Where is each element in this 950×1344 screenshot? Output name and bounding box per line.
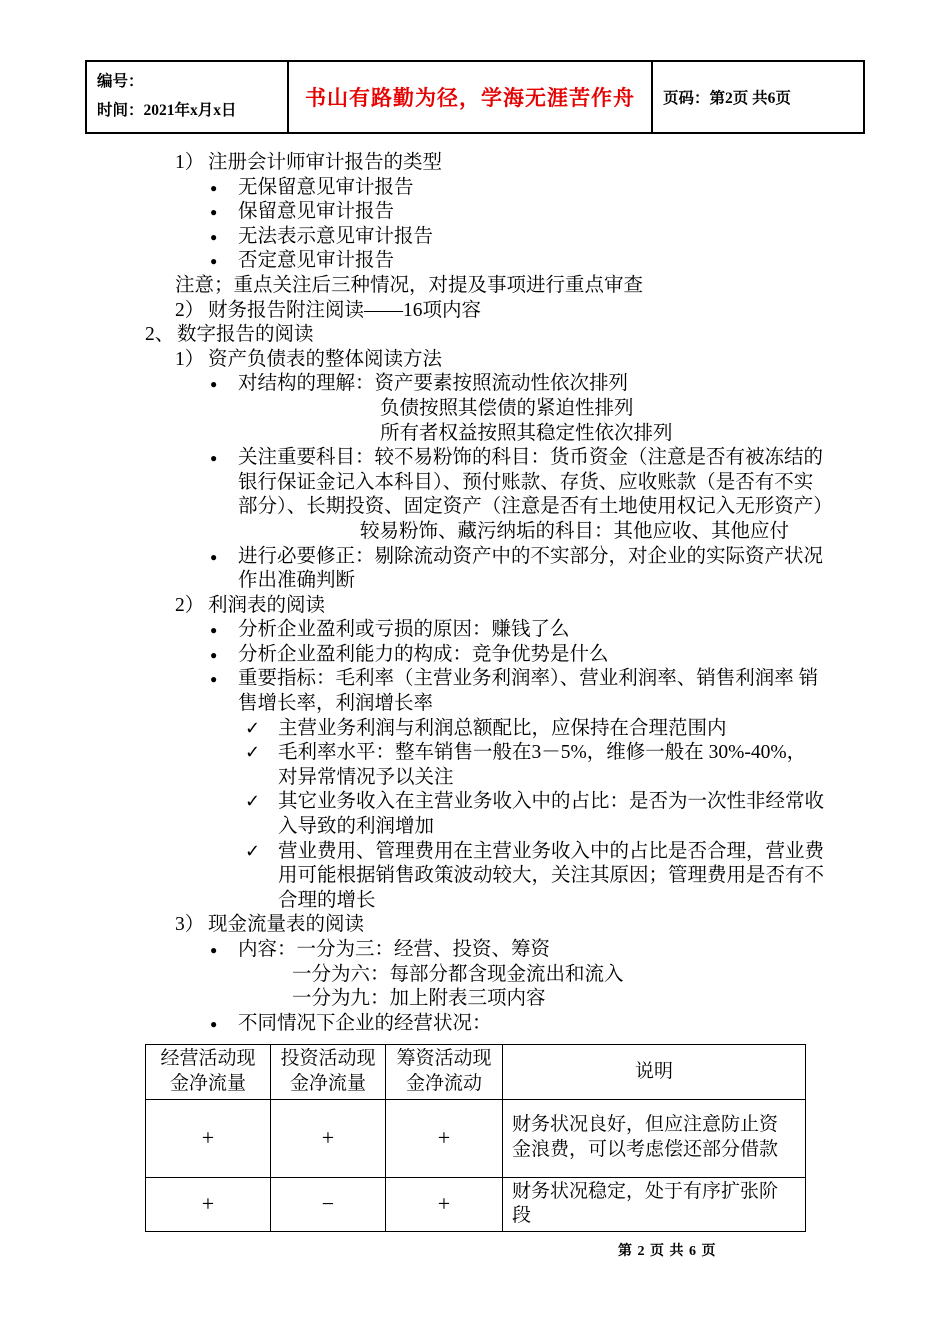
list-text: 分析企业盈利能力的构成：竞争优势是什么 bbox=[238, 643, 609, 665]
doc-date-label: 时间：2021年x月x日 bbox=[97, 101, 237, 119]
table-header-row bbox=[146, 1045, 806, 1099]
list-item bbox=[0, 643, 824, 668]
list-item bbox=[0, 790, 824, 839]
table-row bbox=[146, 1177, 806, 1231]
list-item bbox=[0, 840, 824, 914]
list-text: 其它业务收入在主营业务收入中的占比：是否为一次性非经常收入导致的利润增加 bbox=[278, 791, 825, 838]
list-item bbox=[0, 323, 824, 348]
list-item bbox=[0, 249, 824, 274]
list-marker: 1） bbox=[175, 348, 205, 370]
table-header-investing: 投资活动现金净流量 bbox=[271, 1045, 386, 1099]
bullet-icon: ● bbox=[210, 229, 218, 244]
list-text: 主营业务利润与利润总额配比，应保持在合理范围内 bbox=[278, 717, 727, 739]
list-item bbox=[0, 446, 833, 520]
check-icon: ✓ bbox=[245, 717, 261, 739]
bullet-icon: ● bbox=[210, 623, 218, 638]
list-text: 财务报告附注阅读——16项内容 bbox=[208, 299, 482, 321]
continuation-line bbox=[0, 422, 824, 447]
check-icon: ✓ bbox=[245, 742, 261, 764]
list-text: 对结构的理解：资产要素按照流动性依次排列 bbox=[238, 373, 629, 395]
bullet-icon: ● bbox=[210, 180, 218, 195]
list-item bbox=[0, 545, 824, 594]
table-header-operating: 经营活动现金净流量 bbox=[146, 1045, 271, 1099]
bullet-icon: ● bbox=[210, 647, 218, 662]
list-text: 否定意见审计报告 bbox=[238, 250, 395, 272]
list-item bbox=[0, 618, 824, 643]
list-text: 保留意见审计报告 bbox=[238, 201, 395, 223]
list-item bbox=[0, 151, 824, 176]
page-number-label: 页码：第2页 共6页 bbox=[663, 90, 791, 107]
table-cell-sign: + bbox=[271, 1099, 386, 1177]
list-text: 分析企业盈利或亏损的原因：赚钱了么 bbox=[238, 619, 570, 641]
check-icon: ✓ bbox=[245, 840, 261, 862]
list-item bbox=[0, 594, 824, 619]
list-item bbox=[0, 1012, 824, 1037]
table-cell-description: 财务状况良好，但应注意防止资金浪费，可以考虑偿还部分借款 bbox=[503, 1099, 806, 1177]
list-item bbox=[0, 348, 824, 373]
table-cell-sign: + bbox=[146, 1177, 271, 1231]
header-motto-cell bbox=[287, 62, 651, 132]
document-header bbox=[85, 60, 865, 134]
cashflow-scenarios-table bbox=[145, 1044, 806, 1231]
continuation-line bbox=[0, 987, 824, 1012]
list-item bbox=[0, 176, 824, 201]
document-body bbox=[0, 151, 833, 1232]
bullet-icon: ● bbox=[210, 549, 218, 564]
table-row bbox=[146, 1099, 806, 1177]
list-text: 毛利率水平：整车销售一般在3－5%，维修一般在 30%-40%，对异常情况予以关注 bbox=[278, 742, 807, 788]
list-text: 重要指标：毛利率（主营业务利润率）、营业利润率、销售利润率 销售增长率，利润增长率 bbox=[238, 668, 819, 715]
list-text: 数字报告的阅读 bbox=[177, 324, 314, 346]
bullet-icon: ● bbox=[210, 1016, 218, 1031]
list-text: 营业费用、管理费用在主营业务收入中的占比是否合理，营业费用可能根据销售政策波动较大，关注其原因；管理费用是否有不合理的增长 bbox=[278, 840, 825, 911]
list-text: 注册会计师审计报告的类型 bbox=[208, 152, 443, 173]
bullet-icon: ● bbox=[210, 672, 218, 687]
list-marker: 1） bbox=[175, 152, 205, 173]
motto-text: 书山有路勤为径，学海无涯苦作舟 bbox=[305, 86, 635, 110]
list-text: 一分为九：加上附表三项内容 bbox=[292, 988, 546, 1010]
table-cell-sign: + bbox=[386, 1177, 503, 1231]
list-marker: 2、 bbox=[145, 324, 175, 346]
list-text: 内容：一分为三：经营、投资、筹资 bbox=[238, 939, 551, 960]
list-text: 一分为六：每部分都含现金流出和流入 bbox=[292, 963, 624, 985]
table-cell-sign: − bbox=[271, 1177, 386, 1231]
list-item bbox=[0, 299, 824, 324]
header-meta-cell bbox=[87, 62, 287, 132]
list-marker: 3） bbox=[175, 914, 205, 936]
list-marker: 2） bbox=[175, 299, 205, 321]
list-item bbox=[0, 717, 824, 742]
list-text: 利润表的阅读 bbox=[208, 594, 326, 616]
continuation-line bbox=[0, 397, 824, 422]
bullet-icon: ● bbox=[210, 943, 218, 957]
table-cell-sign: + bbox=[146, 1099, 271, 1177]
list-text: 注意；重点关注后三种情况，对提及事项进行重点审查 bbox=[175, 274, 644, 296]
continuation-line bbox=[0, 963, 824, 988]
note-line bbox=[0, 274, 824, 299]
table-header-financing: 筹资活动现金净流动 bbox=[386, 1045, 503, 1099]
list-text: 负债按照其偿债的紧迫性排列 bbox=[380, 397, 634, 419]
list-text: 较易粉饰、藏污纳垢的科目：其他应收、其他应付 bbox=[360, 520, 790, 542]
list-item bbox=[0, 938, 824, 963]
list-text: 进行必要修正：剔除流动资产中的不实部分，对企业的实际资产状况作出准确判断 bbox=[238, 545, 824, 592]
list-text: 现金流量表的阅读 bbox=[208, 914, 365, 936]
continuation-line bbox=[0, 520, 824, 545]
bullet-icon: ● bbox=[210, 377, 218, 392]
bullet-icon: ● bbox=[210, 254, 218, 269]
bullet-icon: ● bbox=[210, 205, 218, 220]
header-page-cell bbox=[651, 62, 863, 132]
list-item bbox=[0, 913, 824, 938]
list-item bbox=[0, 225, 824, 250]
table-header-description: 说明 bbox=[503, 1045, 806, 1099]
list-item bbox=[0, 741, 824, 790]
check-icon: ✓ bbox=[245, 791, 261, 813]
table-cell-sign: + bbox=[386, 1099, 503, 1177]
bullet-icon: ● bbox=[210, 451, 218, 466]
list-text: 无保留意见审计报告 bbox=[238, 176, 414, 198]
table-cell-description: 财务状况稳定，处于有序扩张阶段 bbox=[503, 1177, 806, 1231]
list-text: 不同情况下企业的经营状况： bbox=[238, 1012, 492, 1034]
list-item bbox=[0, 372, 824, 397]
list-item bbox=[0, 667, 824, 716]
doc-number-label: 编号： bbox=[97, 73, 144, 90]
list-text: 无法表示意见审计报告 bbox=[238, 225, 434, 247]
page-footer: 第 2 页 共 6 页 bbox=[618, 1244, 717, 1259]
list-marker: 2） bbox=[175, 594, 205, 616]
list-text: 资产负债表的整体阅读方法 bbox=[208, 348, 443, 370]
list-text: 关注重要科目：较不易粉饰的科目：货币资金（注意是否有被冻结的银行保证金记入本科目）、预付账款、存货、应收账款（是否有不实部分）、长期投资、固定资产（注意是否有土地使用权记入无形资产） bbox=[238, 447, 833, 518]
list-text: 所有者权益按照其稳定性依次排列 bbox=[380, 422, 673, 444]
list-item bbox=[0, 200, 824, 225]
